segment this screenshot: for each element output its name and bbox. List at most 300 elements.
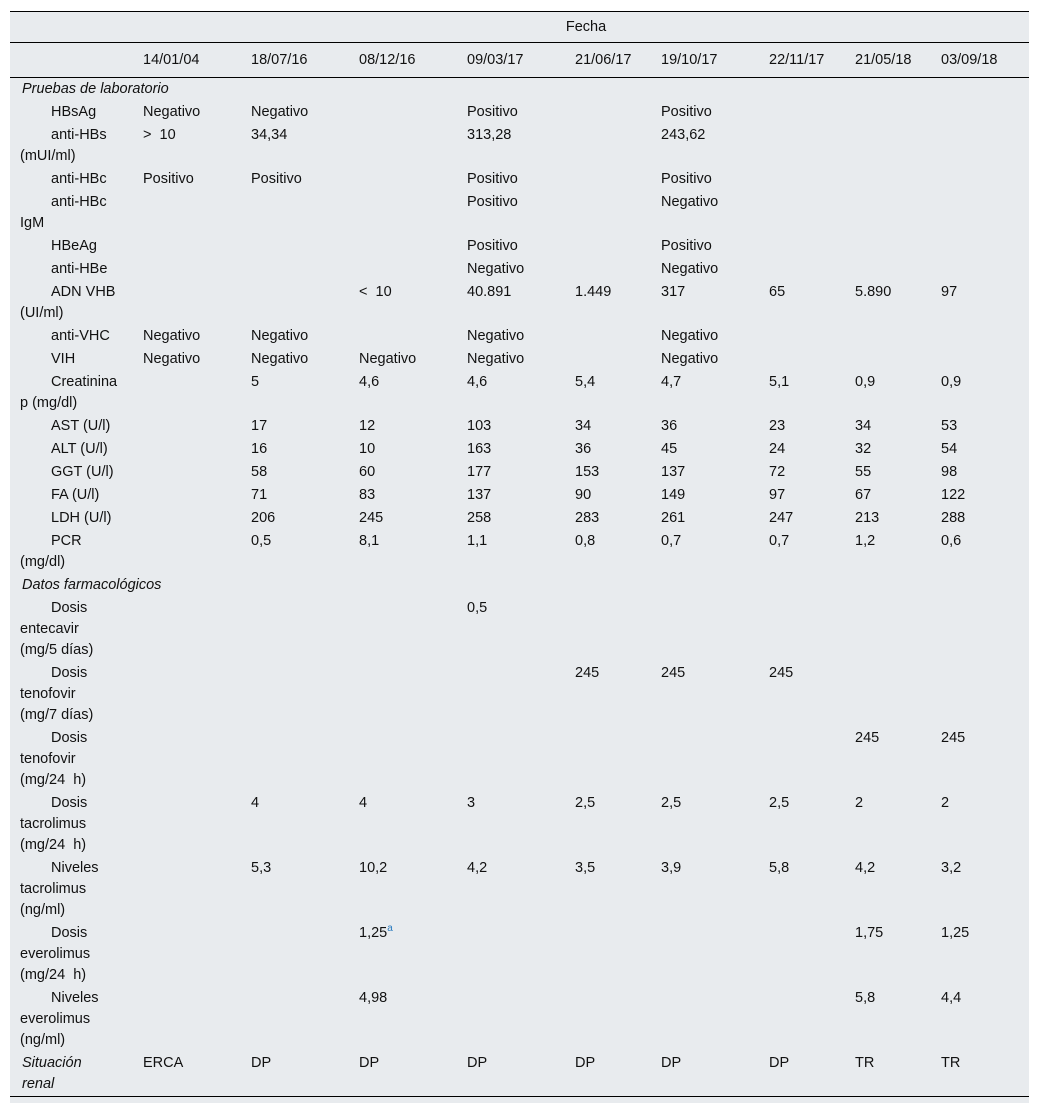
row-label-first: anti-HBe	[51, 261, 108, 277]
row-label	[10, 281, 143, 325]
row-label-first: Dosis	[51, 795, 88, 811]
cell-value: DP	[769, 1055, 790, 1071]
row-label	[10, 168, 143, 191]
row-label-first: anti-HBc	[51, 194, 107, 210]
cell-value: Negativo	[467, 351, 525, 367]
table-cell	[855, 371, 941, 415]
table-cell	[661, 1052, 769, 1097]
cell-value: 3	[467, 795, 476, 811]
table-cell	[855, 191, 941, 235]
table-cell	[941, 281, 1029, 325]
cell-value: Negativo	[467, 261, 525, 277]
row-label-continuation: (mg/dl)	[20, 554, 66, 570]
table-cell	[769, 792, 855, 857]
cell-value: 0,8	[575, 533, 596, 549]
cell-value: DP	[359, 1055, 380, 1071]
table-cell	[143, 438, 251, 461]
table-cell	[661, 348, 769, 371]
row-label-first: Dosis	[51, 665, 88, 681]
table-cell	[359, 281, 467, 325]
cell-value: 36	[661, 418, 678, 434]
table-cell	[769, 325, 855, 348]
row-label	[10, 438, 143, 461]
table-cell	[661, 235, 769, 258]
table-row-renal-status	[10, 1052, 1029, 1097]
table-cell	[467, 168, 575, 191]
table-cell	[575, 348, 661, 371]
table-cell	[467, 101, 575, 124]
section-title: Pruebas de laboratorio	[22, 81, 169, 97]
cell-value: 5,8	[769, 860, 790, 876]
table-cell	[575, 415, 661, 438]
cell-value: 103	[467, 418, 492, 434]
cell-value: 34,34	[251, 127, 288, 143]
header-date: 19/10/17	[661, 43, 769, 78]
cell-value: 5,4	[575, 374, 596, 390]
table-cell	[251, 727, 359, 792]
cell-value: 288	[941, 510, 966, 526]
table-cell	[769, 922, 855, 987]
row-label	[10, 507, 143, 530]
cell-value: < 10	[359, 284, 392, 300]
table-cell	[467, 461, 575, 484]
cell-value: 5,3	[251, 860, 272, 876]
table-cell	[855, 987, 941, 1052]
table-row	[10, 922, 1029, 987]
cell-value: Positivo	[661, 104, 712, 120]
table-cell	[855, 597, 941, 662]
row-label-continuation: p (mg/dl)	[20, 395, 78, 411]
table-cell	[661, 415, 769, 438]
row-label-continuation: (UI/ml)	[20, 305, 64, 321]
cell-value: DP	[661, 1055, 682, 1071]
table-row	[10, 727, 1029, 792]
header-group-fecha: Fecha	[143, 12, 1029, 43]
table-cell	[467, 438, 575, 461]
cell-value: 317	[661, 284, 686, 300]
header-date: 21/05/18	[855, 43, 941, 78]
table-cell	[143, 371, 251, 415]
table-cell	[941, 530, 1029, 574]
table-cell	[941, 922, 1029, 987]
table-cell	[769, 530, 855, 574]
cell-value: 58	[251, 464, 268, 480]
table-cell	[941, 484, 1029, 507]
row-label-continuation: IgM	[20, 215, 45, 231]
cell-value: 163	[467, 441, 492, 457]
row-label-first: anti-HBs	[51, 127, 107, 143]
cell-value: 24	[769, 441, 786, 457]
table-cell	[661, 101, 769, 124]
table-row	[10, 792, 1029, 857]
cell-value: 1,25	[359, 925, 388, 941]
table-cell	[855, 461, 941, 484]
cell-value: 245	[769, 665, 794, 681]
cell-value: 5,1	[769, 374, 790, 390]
table-row	[10, 124, 1029, 168]
table-cell	[855, 168, 941, 191]
row-label-continuation: (ng/ml)	[20, 902, 66, 918]
table-cell	[769, 597, 855, 662]
table-row	[10, 597, 1029, 662]
table-cell	[359, 168, 467, 191]
table-cell	[575, 662, 661, 727]
table-cell	[769, 987, 855, 1052]
row-label	[10, 325, 143, 348]
table-cell	[467, 922, 575, 987]
cell-value: Positivo	[251, 171, 302, 187]
table-cell	[359, 792, 467, 857]
table-row	[10, 325, 1029, 348]
table-cell	[661, 371, 769, 415]
cell-value: 4,6	[359, 374, 380, 390]
row-label-first: LDH (U/l)	[51, 510, 112, 526]
table-cell	[941, 101, 1029, 124]
cell-value: 0,5	[251, 533, 272, 549]
table-cell	[359, 727, 467, 792]
table-cell	[855, 325, 941, 348]
cell-value: 1,75	[855, 925, 884, 941]
table-cell	[467, 235, 575, 258]
table-cell	[855, 415, 941, 438]
cell-value: 40.891	[467, 284, 512, 300]
table-cell	[661, 597, 769, 662]
table-cell	[941, 727, 1029, 792]
table-cell	[359, 258, 467, 281]
table-cell	[855, 507, 941, 530]
table-cell	[661, 484, 769, 507]
cell-value: 10	[359, 441, 376, 457]
row-label-first: PCR	[51, 533, 82, 549]
table-cell	[359, 325, 467, 348]
header-date: 14/01/04	[143, 43, 251, 78]
table-cell	[769, 662, 855, 727]
cell-value: DP	[467, 1055, 488, 1071]
cell-value: 1.449	[575, 284, 612, 300]
row-label	[10, 662, 143, 727]
table-cell	[251, 325, 359, 348]
row-label-continuation: everolimus	[20, 1011, 91, 1027]
row-label-continuation: everolimus	[20, 946, 91, 962]
section-header-row	[10, 574, 1029, 597]
row-label-first: Dosis	[51, 925, 88, 941]
row-label-first: ADN VHB	[51, 284, 116, 300]
table-cell	[855, 124, 941, 168]
cell-value: 83	[359, 487, 376, 503]
table-cell	[251, 281, 359, 325]
table-cell	[251, 922, 359, 987]
table-cell	[251, 371, 359, 415]
cell-value: Negativo	[251, 328, 309, 344]
cell-value: Negativo	[661, 194, 719, 210]
table-cell	[143, 484, 251, 507]
table-cell	[359, 987, 467, 1052]
cell-value: 71	[251, 487, 268, 503]
table-row	[10, 191, 1029, 235]
row-label-continuation: (mg/5 días)	[20, 642, 94, 658]
row-label	[10, 258, 143, 281]
table-cell	[941, 235, 1029, 258]
row-label-first: HBsAg	[51, 104, 97, 120]
cell-value: 0,9	[941, 374, 962, 390]
table-row	[10, 415, 1029, 438]
table-cell	[467, 597, 575, 662]
table-cell	[143, 857, 251, 922]
cell-value: Negativo	[143, 351, 201, 367]
cell-value: 283	[575, 510, 600, 526]
table-cell	[143, 597, 251, 662]
cell-value: Positivo	[467, 238, 518, 254]
table-cell	[251, 857, 359, 922]
table-cell	[855, 922, 941, 987]
row-label-continuation: (mg/7 días)	[20, 707, 94, 723]
table-cell	[251, 168, 359, 191]
table-cell	[143, 124, 251, 168]
table-cell	[575, 168, 661, 191]
cell-value: 1,2	[855, 533, 876, 549]
table-cell	[855, 281, 941, 325]
table-cell	[769, 168, 855, 191]
table-cell	[359, 101, 467, 124]
cell-value: 137	[467, 487, 492, 503]
table-cell	[769, 258, 855, 281]
cell-value: 2	[855, 795, 864, 811]
table-cell	[251, 415, 359, 438]
table-cell	[661, 461, 769, 484]
cell-value: 55	[855, 464, 872, 480]
table-cell	[855, 348, 941, 371]
table-cell	[941, 507, 1029, 530]
table-cell	[467, 281, 575, 325]
cell-value: 32	[855, 441, 872, 457]
table-cell	[661, 191, 769, 235]
cell-value: 5.890	[855, 284, 892, 300]
row-label-first: FA (U/l)	[51, 487, 100, 503]
table-cell	[769, 124, 855, 168]
row-label	[10, 415, 143, 438]
table-cell	[769, 438, 855, 461]
row-label-continuation: tacrolimus	[20, 816, 87, 832]
row-label-continuation: (mg/24 h)	[20, 772, 87, 788]
table-cell	[359, 348, 467, 371]
table-cell	[661, 438, 769, 461]
table-body	[10, 78, 1029, 1097]
table-cell	[941, 348, 1029, 371]
cell-value: 245	[359, 510, 384, 526]
table-cell	[359, 662, 467, 727]
cell-value: 2,5	[661, 795, 682, 811]
table-cell	[467, 662, 575, 727]
cell-value: 2	[941, 795, 950, 811]
table-cell	[467, 124, 575, 168]
cell-value: 34	[855, 418, 872, 434]
table-cell	[769, 461, 855, 484]
table-cell	[855, 530, 941, 574]
table-cell	[251, 1052, 359, 1097]
row-label-first: anti-VHC	[51, 328, 110, 344]
table-cell	[941, 987, 1029, 1052]
table-cell	[467, 415, 575, 438]
table-cell	[251, 438, 359, 461]
row-label-first: Niveles	[51, 860, 99, 876]
table-cell	[575, 438, 661, 461]
table-cell	[251, 235, 359, 258]
cell-value: 245	[661, 665, 686, 681]
cell-value: Negativo	[143, 328, 201, 344]
cell-value: 0,5	[467, 600, 488, 616]
row-label-first: ALT (U/l)	[51, 441, 108, 457]
cell-value: 1,1	[467, 533, 488, 549]
table-cell	[769, 348, 855, 371]
clinical-data-table	[10, 11, 1029, 1097]
cell-value: 258	[467, 510, 492, 526]
row-label	[10, 597, 143, 662]
table-row	[10, 348, 1029, 371]
table-cell	[143, 191, 251, 235]
table-cell	[575, 1052, 661, 1097]
row-label-first: VIH	[51, 351, 76, 367]
table-cell	[143, 258, 251, 281]
table-cell	[251, 987, 359, 1052]
table-cell	[467, 191, 575, 235]
table-cell	[143, 987, 251, 1052]
cell-value: 12	[359, 418, 376, 434]
cell-value: 16	[251, 441, 268, 457]
table-cell	[359, 124, 467, 168]
table-cell	[769, 281, 855, 325]
table-cell	[467, 857, 575, 922]
table-cell	[251, 484, 359, 507]
table-cell	[251, 461, 359, 484]
footnote-marker[interactable]: a	[387, 923, 393, 934]
table-cell	[661, 727, 769, 792]
row-label	[10, 792, 143, 857]
cell-value: 67	[855, 487, 872, 503]
row-label-continuation: (mUI/ml)	[20, 148, 76, 164]
table-cell	[467, 987, 575, 1052]
table-cell	[941, 371, 1029, 415]
row-label	[10, 922, 143, 987]
table-cell	[855, 1052, 941, 1097]
table-cell	[769, 235, 855, 258]
table-cell	[769, 484, 855, 507]
table-cell	[661, 857, 769, 922]
table-cell	[575, 281, 661, 325]
row-label-first: HBeAg	[51, 238, 97, 254]
table-cell	[941, 662, 1029, 727]
table-cell	[359, 191, 467, 235]
table-cell	[575, 461, 661, 484]
table-cell	[467, 530, 575, 574]
table-cell	[143, 1052, 251, 1097]
table-cell	[143, 507, 251, 530]
cell-value: 3,5	[575, 860, 596, 876]
table-cell	[575, 507, 661, 530]
header-group-row	[10, 12, 1029, 43]
cell-value: Positivo	[467, 171, 518, 187]
table-cell	[941, 325, 1029, 348]
table-cell	[359, 415, 467, 438]
row-label	[10, 191, 143, 235]
table-cell	[143, 281, 251, 325]
cell-value: 60	[359, 464, 376, 480]
table-cell	[143, 792, 251, 857]
table-cell	[855, 258, 941, 281]
header-dates-row	[10, 43, 1029, 78]
row-label-continuation: entecavir	[20, 621, 79, 637]
table-cell	[251, 348, 359, 371]
table-cell	[855, 792, 941, 857]
table-cell	[359, 484, 467, 507]
header-date: 03/09/18	[941, 43, 1029, 78]
cell-value: 4,2	[855, 860, 876, 876]
cell-value: ERCA	[143, 1055, 184, 1071]
header-date: 08/12/16	[359, 43, 467, 78]
cell-value: DP	[251, 1055, 272, 1071]
table-cell	[855, 438, 941, 461]
table-cell	[359, 530, 467, 574]
table-row	[10, 168, 1029, 191]
cell-value: 206	[251, 510, 276, 526]
cell-value: 153	[575, 464, 600, 480]
table-cell	[251, 124, 359, 168]
table-cell	[143, 461, 251, 484]
table-row	[10, 371, 1029, 415]
table-cell	[661, 507, 769, 530]
cell-value: 3,9	[661, 860, 682, 876]
table-cell	[941, 124, 1029, 168]
cell-value: Negativo	[143, 104, 201, 120]
table-cell	[769, 1052, 855, 1097]
table-cell	[855, 235, 941, 258]
table-cell	[467, 348, 575, 371]
row-label-first: anti-HBc	[51, 171, 107, 187]
cell-value: 149	[661, 487, 686, 503]
cell-value: Positivo	[467, 194, 518, 210]
table-cell	[359, 1052, 467, 1097]
table-cell	[467, 484, 575, 507]
table-cell	[855, 857, 941, 922]
row-label	[10, 461, 143, 484]
cell-value: 4	[359, 795, 368, 811]
table-cell	[143, 101, 251, 124]
table-cell	[359, 857, 467, 922]
table-cell	[143, 530, 251, 574]
section-title: Datos farmacológicos	[22, 577, 162, 593]
table-cell	[143, 415, 251, 438]
cell-value: 4,4	[941, 990, 962, 1006]
table-row	[10, 484, 1029, 507]
cell-value: 0,9	[855, 374, 876, 390]
table-cell	[941, 461, 1029, 484]
cell-value: 10,2	[359, 860, 388, 876]
cell-value: Negativo	[661, 328, 719, 344]
table-cell	[251, 530, 359, 574]
cell-value: DP	[575, 1055, 596, 1071]
cell-value: 90	[575, 487, 592, 503]
cell-value: 4	[251, 795, 260, 811]
cell-value: Negativo	[661, 351, 719, 367]
table-cell	[769, 371, 855, 415]
cell-value: 2,5	[769, 795, 790, 811]
table-cell	[661, 168, 769, 191]
row-label-continuation: tenofovir	[20, 751, 76, 767]
table-cell	[359, 922, 467, 987]
cell-value: 8,1	[359, 533, 380, 549]
table-row	[10, 507, 1029, 530]
row-label-continuation: tenofovir	[20, 686, 76, 702]
header-date: 09/03/17	[467, 43, 575, 78]
